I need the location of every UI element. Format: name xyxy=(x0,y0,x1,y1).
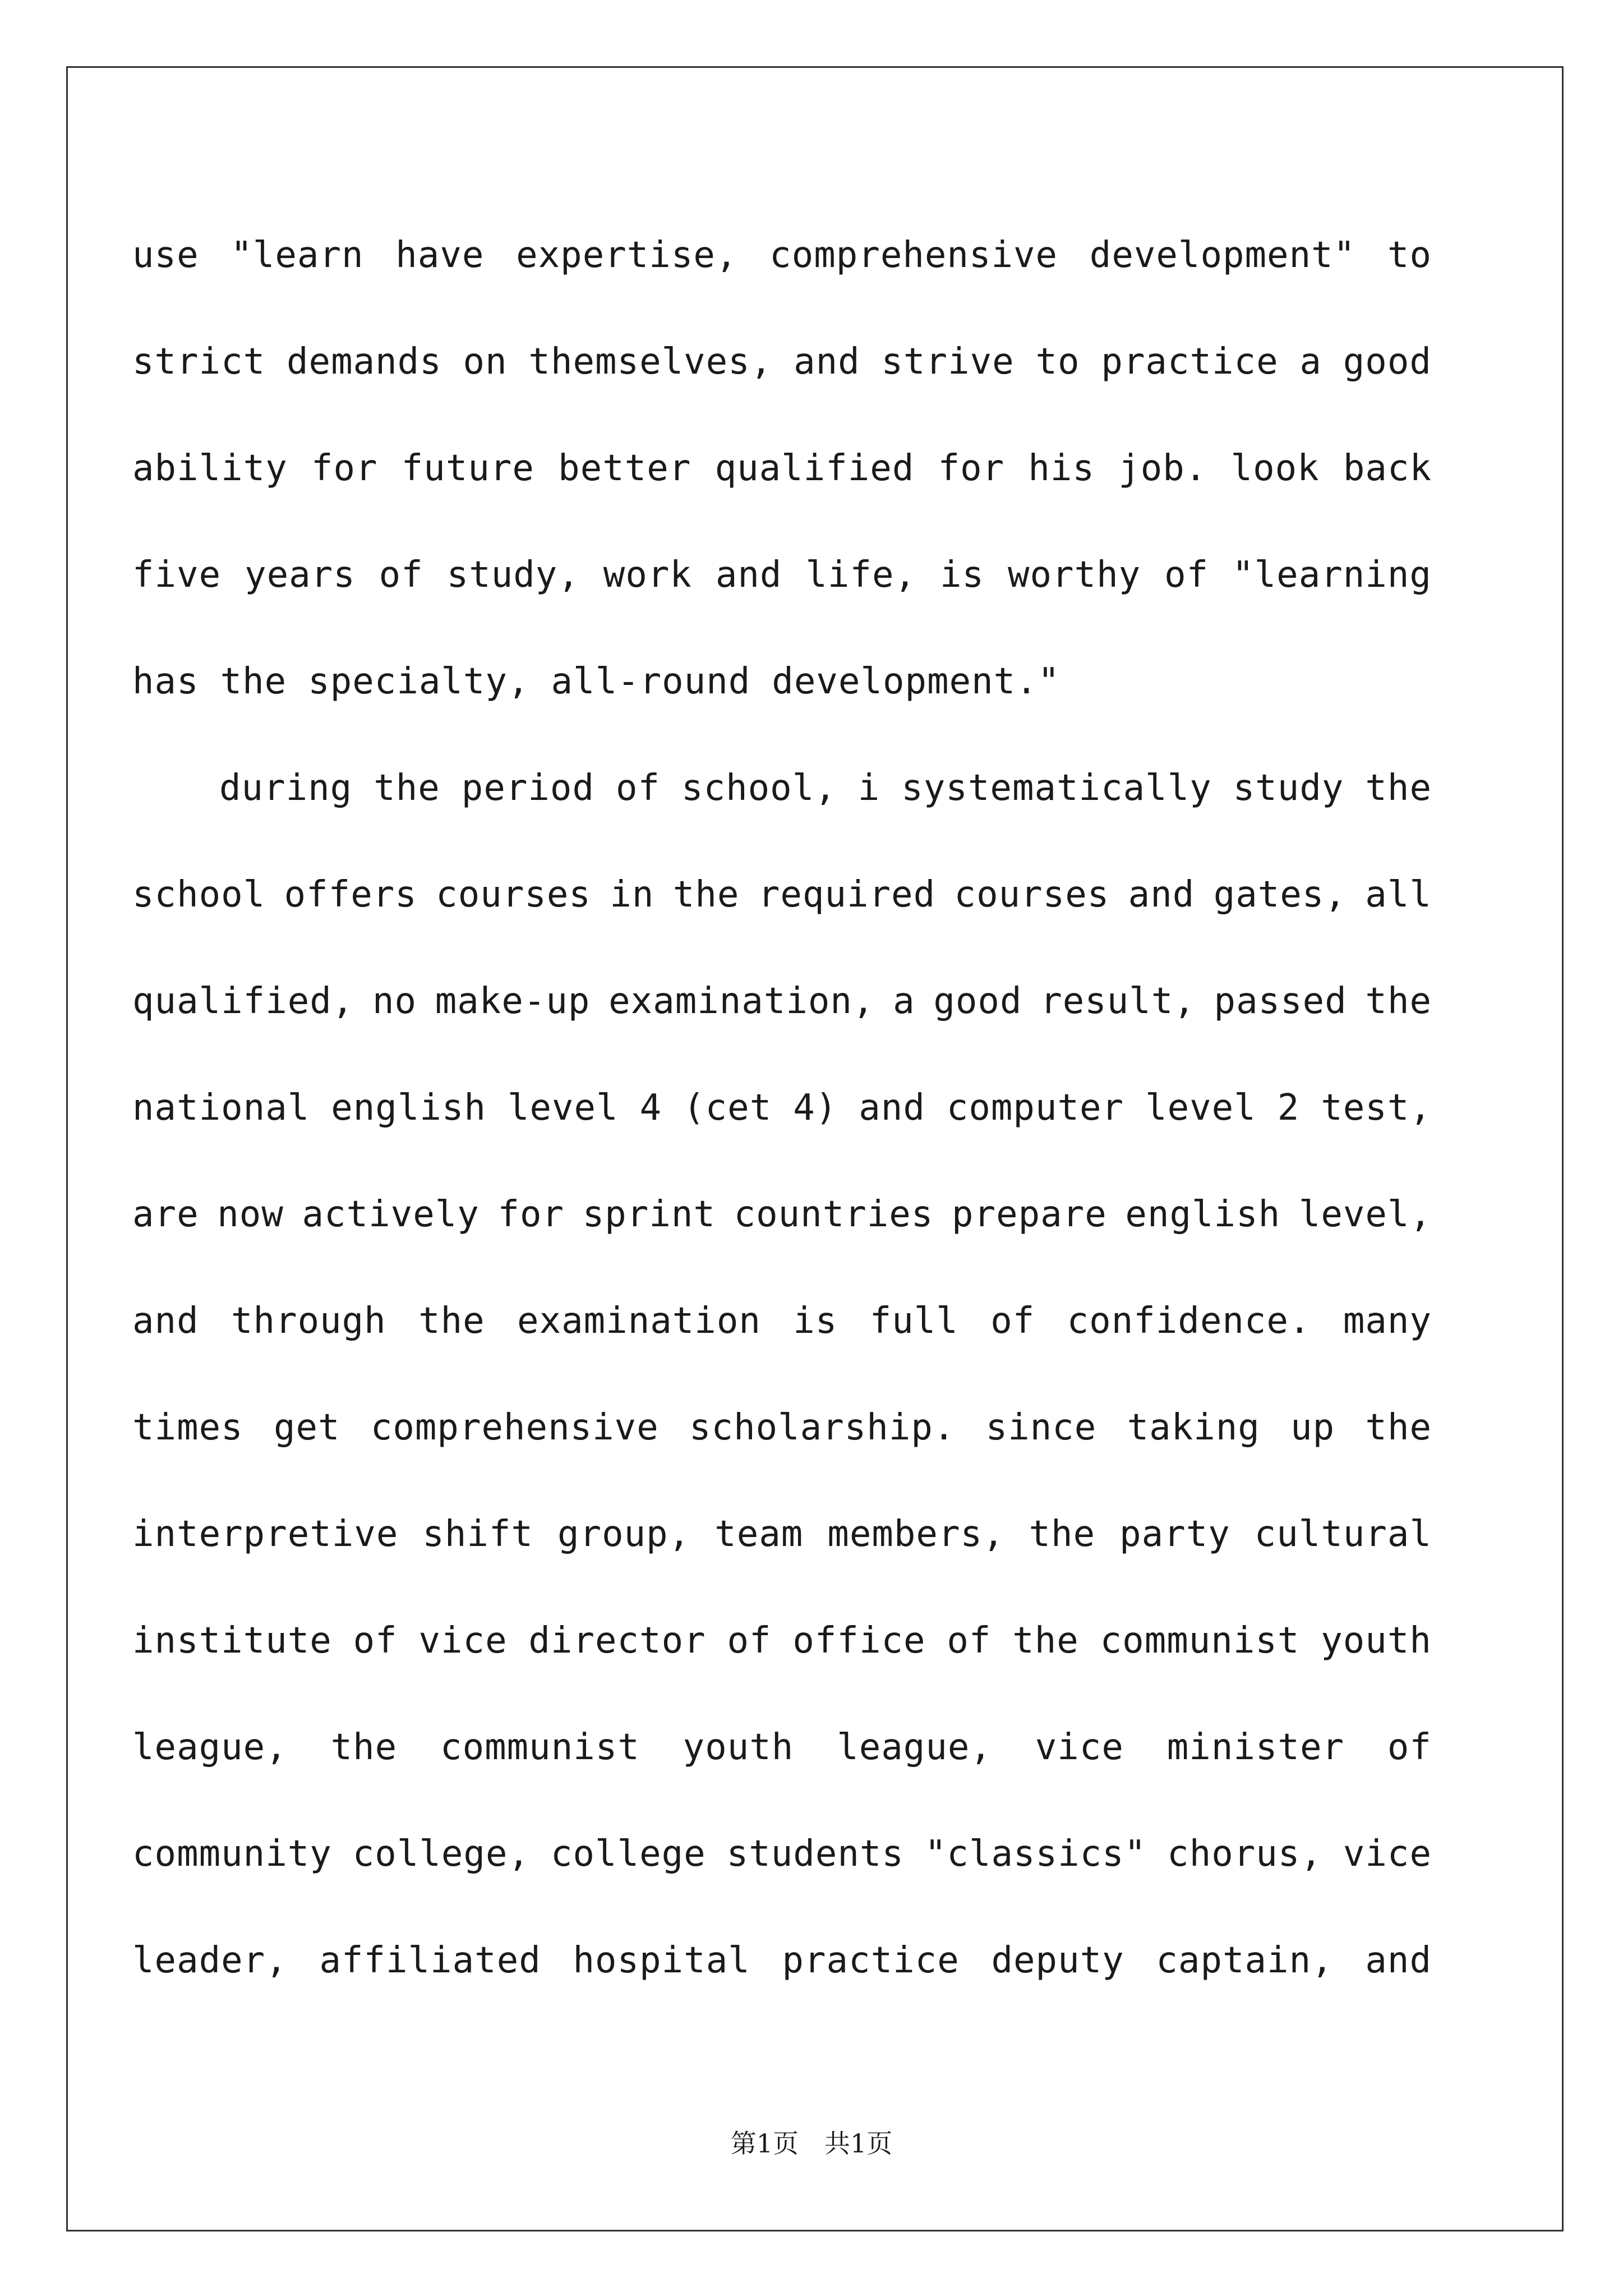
text-line: and through the examination is full of confidence. many xyxy=(132,1300,1432,1342)
text-line: five years of study, work and life, is worthy of "learning xyxy=(132,554,1432,596)
text-line: use "learn have expertise, comprehensive development" to xyxy=(132,234,1432,276)
text-line: times get comprehensive scholarship. since taking up the xyxy=(132,1407,1432,1448)
text-line: interpretive shift group, team members, the party cultural xyxy=(132,1513,1432,1555)
text-line: strict demands on themselves, and strive to practice a good xyxy=(132,341,1432,383)
document-body xyxy=(132,202,1432,2014)
text-line: community college, college students "classics" chorus, vice xyxy=(132,1833,1432,1875)
text-line: are now actively for sprint countries prepare english level, xyxy=(132,1194,1432,1235)
text-line: has the specialty, all-round development." xyxy=(132,661,1061,702)
page-number-footer: 第1页 共1页 xyxy=(730,2128,893,2159)
text-line: qualified, no make-up examination, a good result, passed the xyxy=(132,981,1432,1022)
text-line: institute of vice director of office of the communist youth xyxy=(132,1620,1432,1662)
text-line: leader, affiliated hospital practice deputy captain, and xyxy=(132,1940,1432,1981)
text-line: school offers courses in the required courses and gates, all xyxy=(132,874,1432,915)
text-line: during the period of school, i systematically study the xyxy=(219,767,1432,809)
text-line: ability for future better qualified for his job. look back xyxy=(132,448,1432,489)
text-line: national english level 4 (cet 4) and computer level 2 test, xyxy=(132,1087,1432,1129)
text-line: league, the communist youth league, vice minister of xyxy=(132,1727,1432,1768)
